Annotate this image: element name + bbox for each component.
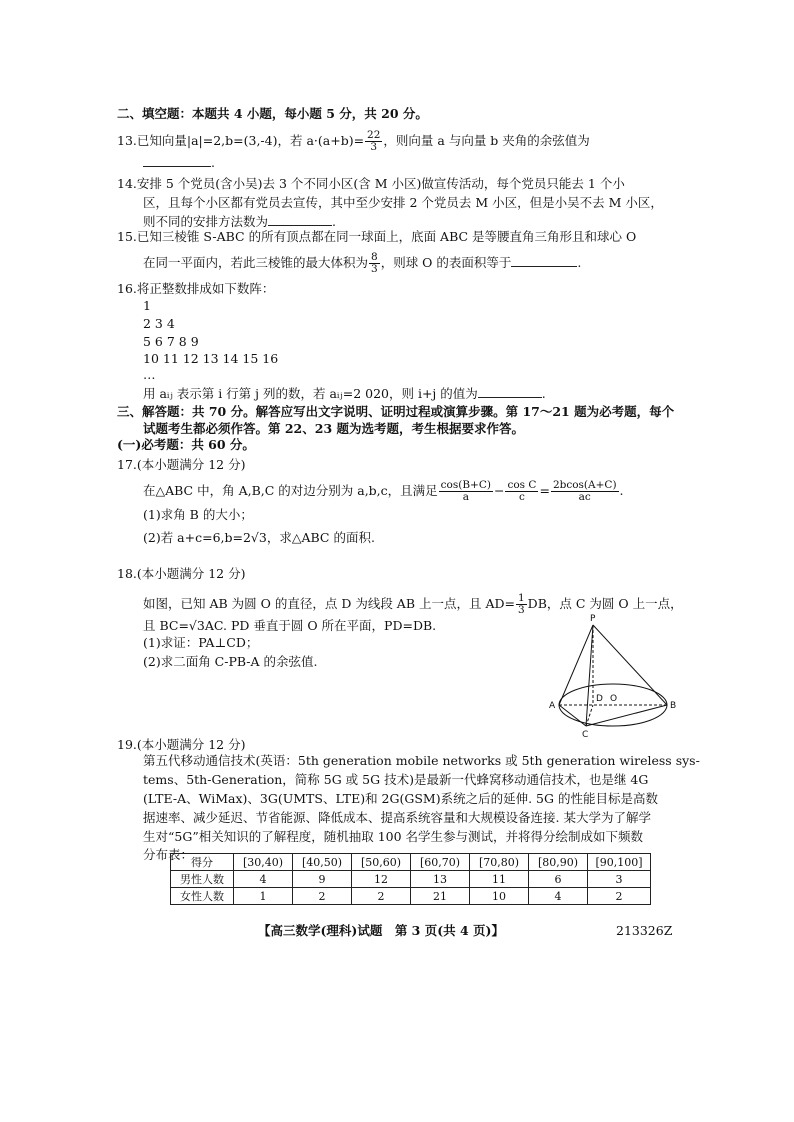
q18-heading: 18.(本小题满分 12 分) — [117, 566, 246, 581]
q16-last-line: 用 aᵢⱼ 表示第 i 行第 j 列的数，若 aᵢⱼ=2 020，则 i+j 的值为 . — [143, 386, 546, 401]
table-cell: 2 — [352, 888, 411, 905]
q16-row-3: 5 6 7 8 9 — [143, 334, 199, 349]
section-2-title: 二、填空题：本题共 4 小题，每小题 5 分，共 20 分。 — [117, 106, 428, 121]
q17-end: . — [619, 483, 624, 498]
q16-answer-blank[interactable] — [478, 385, 542, 398]
table-header-cell: [70,80) — [470, 854, 529, 871]
q18-frac-num: 1 — [517, 592, 525, 604]
label-A: A — [549, 701, 556, 711]
q17-frac-1-num: cos(B+C) — [440, 479, 491, 491]
label-C: C — [582, 730, 589, 740]
q18-part-1: (1)求证：PA⊥CD； — [143, 635, 259, 650]
table-cell: 男性人数 — [171, 871, 234, 888]
footer-title: 【高三数学(理科)试题 第 3 页(共 4 页)】 — [258, 923, 504, 938]
table-header-cell: [40,50) — [293, 854, 352, 871]
q18-text-b: DB，点 C 为圆 O 上一点， — [527, 596, 683, 611]
q15-frac-den: 3 — [371, 263, 378, 275]
q16-row-1: 1 — [143, 298, 151, 313]
section-3-subtitle: (一)必考题：共 60 分。 — [117, 437, 255, 452]
q17-frac-2-den: c — [519, 491, 525, 503]
q15-fraction — [369, 252, 380, 275]
q17-heading: 17.(本小题满分 12 分) — [117, 457, 246, 472]
q16-row-4: 10 11 12 13 14 15 16 — [143, 351, 279, 366]
q16-line1: 16.将正整数排成如下数阵： — [117, 281, 275, 296]
label-B: B — [670, 701, 677, 711]
cone-figure — [548, 610, 678, 740]
table-header-cell: [30,40) — [234, 854, 293, 871]
q19-line-1: 第五代移动通信技术(英语：5th generation mobile networks 或 5th generation wireless sys- — [143, 753, 700, 768]
q13-text-b: ，则向量 a 与向量 b 夹角的余弦值为 — [383, 133, 590, 148]
q13-answer-blank[interactable]: . — [143, 154, 215, 172]
label-P: P — [590, 614, 596, 624]
table-row-male — [171, 871, 651, 888]
q13-text-a: 13.已知向量|a|=2,b=(3,-4)，若 a·(a+b)= — [117, 133, 365, 148]
q19-line-4: 据速率、减少延迟、节省能源、降低成本、提高系统容量和大规模设备连接. 某大学为了解学 — [143, 810, 651, 825]
q14-line1: 14.安排 5 个党员(含小吴)去 3 个不同小区(含 M 小区)做宣传活动，每个党员只能去 1 个小 — [117, 176, 625, 191]
q13-line1 — [117, 130, 590, 153]
table-header-cell: 得分 — [171, 854, 234, 871]
table-row-female — [171, 888, 651, 905]
q17-frac-3 — [551, 480, 619, 503]
q13-fraction — [365, 130, 382, 153]
q19-line-3: (LTE-A、WiMax)、3G(UMTS、LTE)和 2G(GSM)系统之后的延伸. 5G 的性能目标是高数 — [143, 791, 658, 806]
q17-frac-3-num: 2bcos(A+C) — [552, 479, 617, 491]
q14-line3-text: 则不同的安排方法数为 — [143, 214, 269, 229]
q13-frac-den: 3 — [370, 141, 378, 153]
table-header-cell: [90,100] — [588, 854, 651, 871]
q17-part-1: (1)求角 B 的大小； — [143, 507, 253, 522]
q17-frac-2-num: cos C — [507, 479, 537, 491]
q15-answer-blank[interactable] — [511, 254, 577, 267]
q19-line-5: 生对“5G”相关知识的了解程度，随机抽取 100 名学生参与测试，并将得分绘制成如下频数 — [143, 829, 644, 844]
q19-line-2: tems、5th-Generation，简称 5G 或 5G 技术)是最新一代蜂窝移动通信技术，也是继 4G — [143, 772, 649, 787]
table-header-cell: [60,70) — [411, 854, 470, 871]
q13-frac-num: 22 — [367, 129, 381, 141]
q17-frac-1-den: a — [462, 491, 469, 503]
chord-CB — [586, 705, 667, 726]
footer-code: 213326Z — [616, 923, 673, 938]
q17-condition — [143, 480, 624, 503]
chord-AC — [559, 705, 586, 726]
q18-text-a: 如图，已知 AB 为圆 O 的直径，点 D 为线段 AB 上一点，且 AD= — [143, 596, 515, 611]
table-cell: 13 — [411, 871, 470, 888]
q15-line2: 在同一平面内，若此三棱锥的最大体积为 $\frac{8}{3}$ ，则球 O 的表面积等于 . — [143, 251, 582, 275]
section-3-line2: 试题考生都必须作答。第 22、23 题为选考题，考生根据要求作答。 — [143, 421, 524, 436]
q16-last-text: 用 aᵢⱼ 表示第 i 行第 j 列的数，若 aᵢⱼ=2 020，则 i+j 的值为 — [143, 386, 478, 401]
q18-fraction — [516, 593, 527, 616]
table-cell: 4 — [234, 871, 293, 888]
q14-line3: 则不同的安排方法数为 . — [143, 214, 336, 229]
q17-frac-3-den: ac — [578, 491, 591, 503]
table-cell: 2 — [588, 888, 651, 905]
label-D: D — [596, 694, 603, 704]
table-cell: 10 — [470, 888, 529, 905]
table-cell: 1 — [234, 888, 293, 905]
table-cell: 12 — [352, 871, 411, 888]
q17-equals: = — [539, 483, 550, 498]
q18-part-2: (2)求二面角 C-PB-A 的余弦值. — [143, 654, 318, 669]
table-cell: 6 — [529, 871, 588, 888]
table-cell: 21 — [411, 888, 470, 905]
q16-row-5: … — [143, 367, 156, 382]
table-cell: 4 — [529, 888, 588, 905]
q15-line1: 15.已知三棱锥 S-ABC 的所有顶点都在同一球面上，底面 ABC 是等腰直角三角形且和球心 O — [117, 229, 637, 244]
q15-frac-num: 8 — [371, 251, 378, 263]
table-cell: 女性人数 — [171, 888, 234, 905]
q15-text-b: ，则球 O 的表面积等于 — [380, 255, 512, 270]
q19-line-6: 分布表： — [143, 847, 194, 862]
q14-answer-blank[interactable] — [268, 213, 332, 226]
q17-minus: − — [494, 483, 505, 498]
table-header-row — [171, 854, 651, 871]
label-O: O — [610, 694, 618, 704]
table-header-cell: [50,60) — [352, 854, 411, 871]
q19-heading: 19.(本小题满分 12 分) — [117, 737, 246, 752]
table-cell: 3 — [588, 871, 651, 888]
section-3-line1: 三、解答题：共 70 分。解答应写出文字说明、证明过程或演算步骤。第 17～21 题为必考题，每个 — [117, 404, 675, 419]
frequency-table — [170, 853, 651, 905]
q18-frac-den: 3 — [517, 604, 525, 616]
table-header-cell: [80,90) — [529, 854, 588, 871]
table-cell: 9 — [293, 871, 352, 888]
q17-frac-1 — [439, 480, 493, 503]
q18-line2: 且 BC=√3AC. PD 垂直于圆 O 所在平面，PD=DB. — [143, 618, 437, 633]
table-cell: 11 — [470, 871, 529, 888]
q14-line2: 区，且每个小区都有党员去宣传，其中至少安排 2 个党员去 M 小区，但是小吴不去 M 小区， — [143, 195, 663, 210]
q17-part-2: (2)若 a+c=6,b=2√3，求△ABC 的面积. — [143, 530, 375, 545]
q16-row-2: 2 3 4 — [143, 316, 175, 331]
q17-frac-2 — [505, 480, 538, 503]
table-cell: 2 — [293, 888, 352, 905]
q17-intro: 在△ABC 中，角 A,B,C 的对边分别为 a,b,c，且满足 — [143, 483, 438, 498]
edge-PB — [593, 625, 667, 705]
q15-text-a: 在同一平面内，若此三棱锥的最大体积为 — [143, 255, 369, 270]
